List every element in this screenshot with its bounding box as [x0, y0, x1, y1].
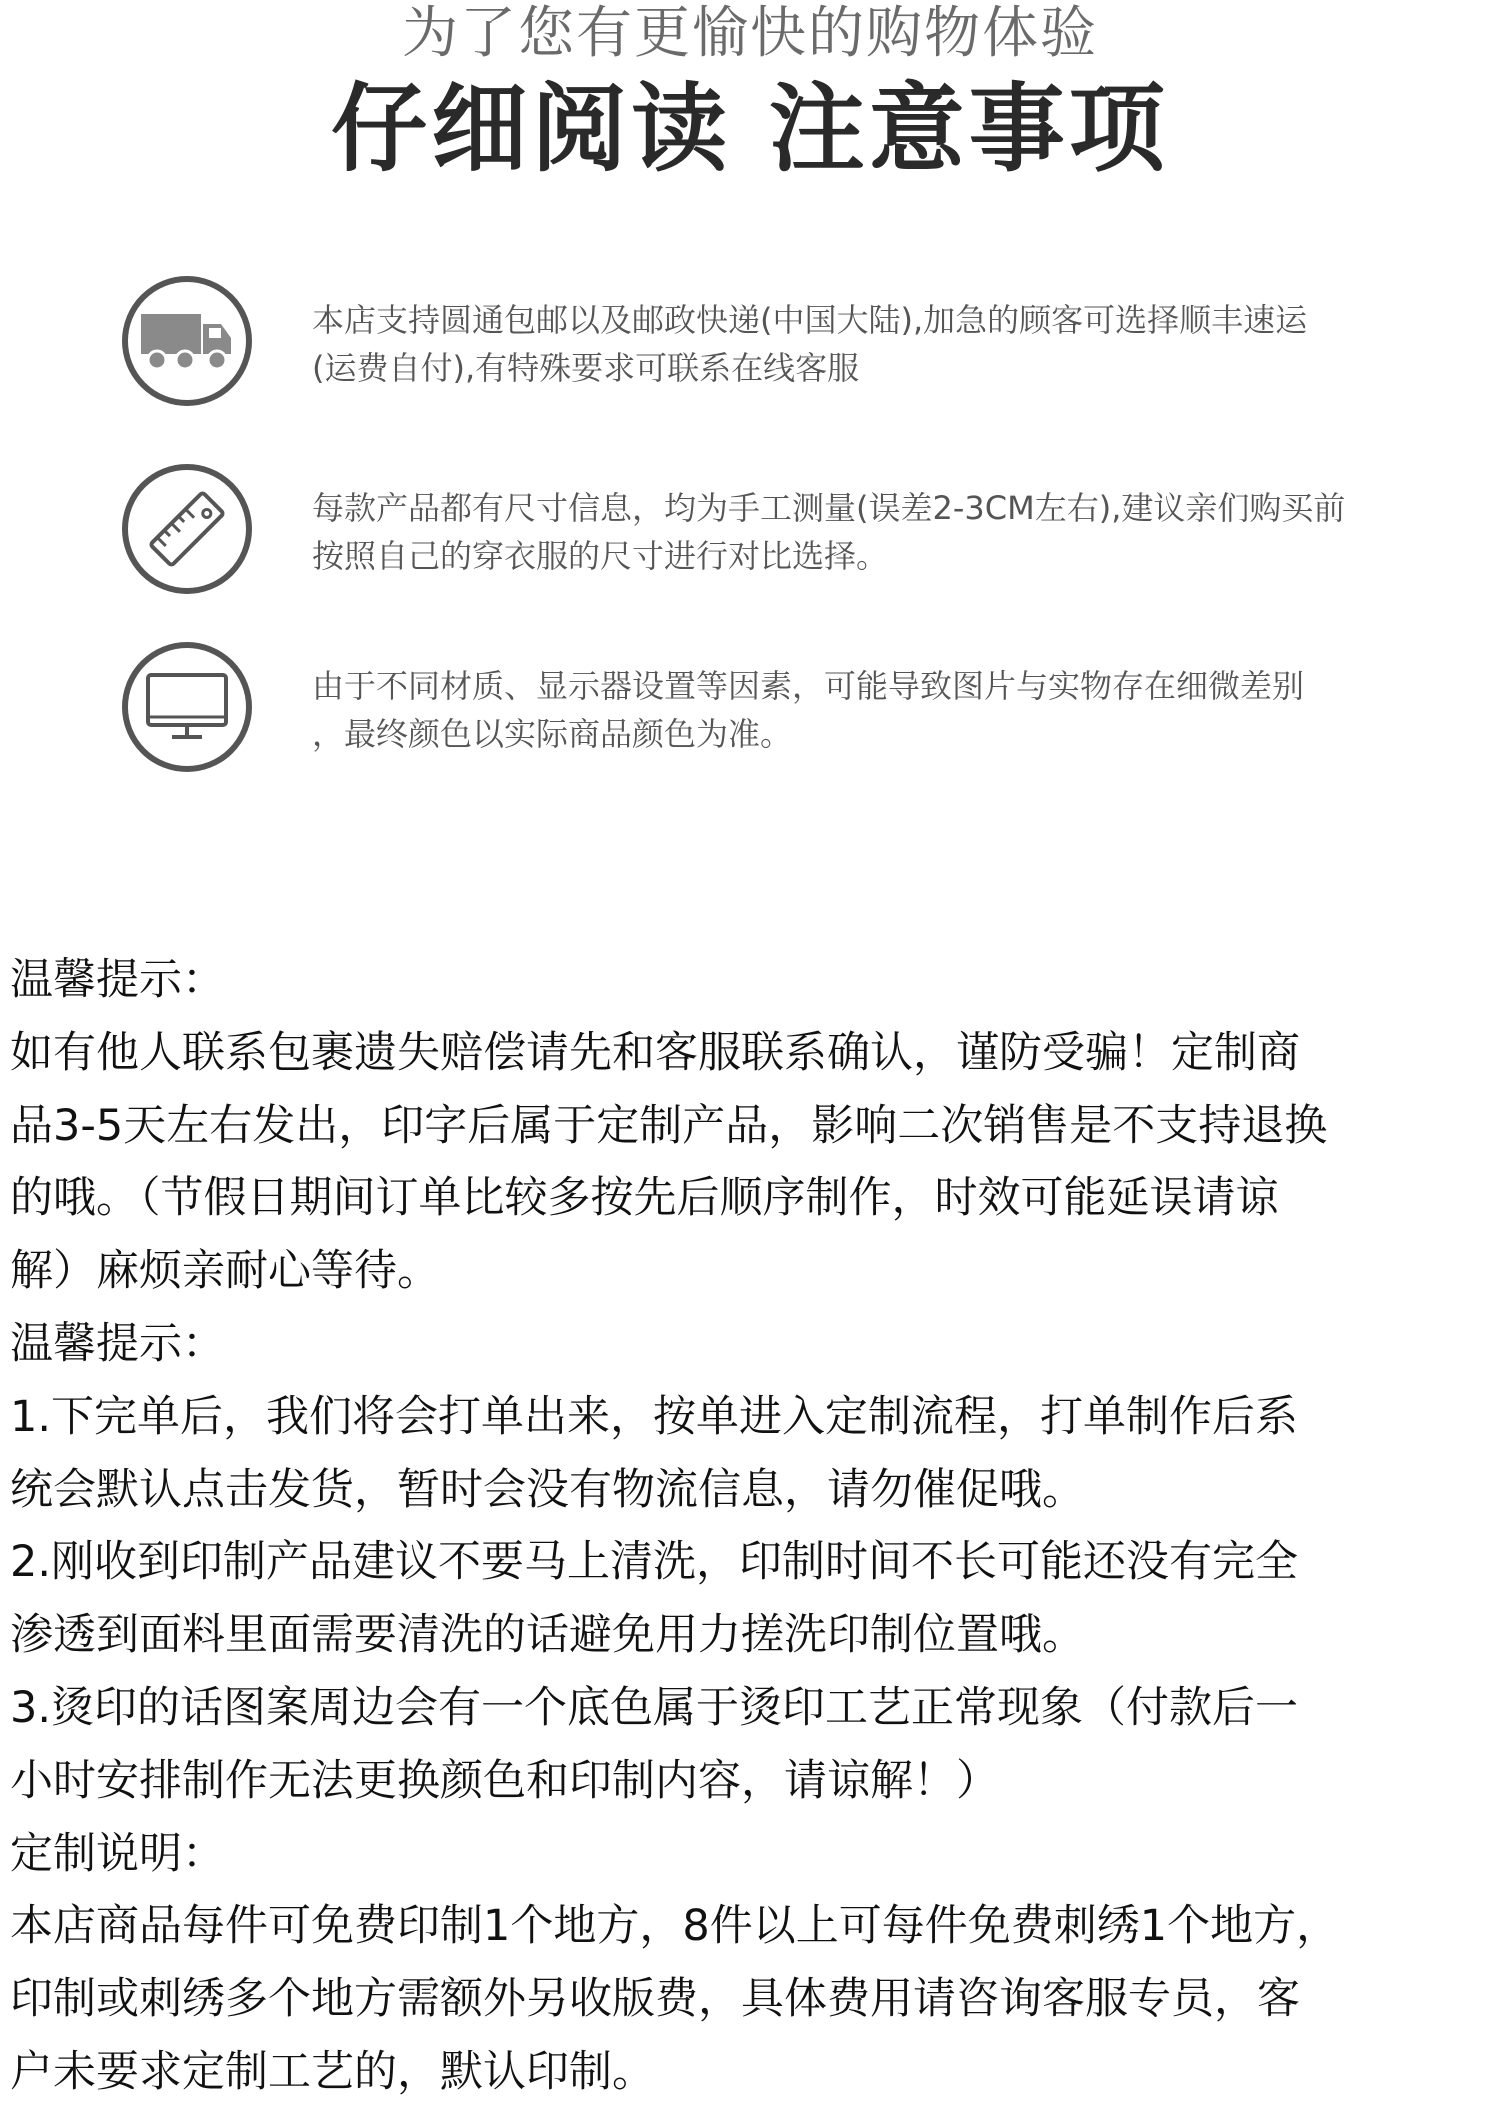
notice-line: 按照自己的穿衣服的尺寸进行对比选择。 — [312, 537, 889, 575]
tips-line: 的哦。（节假日期间订单比较多按先后顺序制作，时效可能延误请谅 — [10, 1173, 1279, 1224]
notice-line: 本店支持圆通包邮以及邮政快递(中国大陆),加急的顾客可选择顺丰速运 — [312, 301, 1308, 339]
notice-line: (运费自付),有特殊要求可联系在线客服 — [312, 349, 860, 387]
tips-line: 2.刚收到印制产品建议不要马上清洗，印制时间不长可能还没有完全 — [10, 1537, 1299, 1588]
notice-text — [312, 484, 1402, 580]
notice-shipping — [0, 276, 1500, 436]
tips-line: 小时安排制作无法更换颜色和印制内容，请谅解！） — [10, 1755, 999, 1806]
notice-color — [0, 642, 1500, 802]
header-subtitle: 为了您有更愉快的购物体验 — [402, 1, 1098, 66]
notice-text — [312, 662, 1402, 758]
tips-line: 1.下完单后，我们将会打单出来，按单进入定制流程，打单制作后系 — [10, 1391, 1299, 1442]
tips-heading: 温馨提示： — [10, 955, 225, 1005]
notice-line: 由于不同材质、显示器设置等因素，可能导致图片与实物存在细微差别 — [312, 667, 1305, 705]
header-title: 仔细阅读 注意事项 — [331, 73, 1169, 185]
ruler-icon — [122, 464, 252, 594]
notice-line: 每款产品都有尺寸信息，均为手工测量(误差2-3CM左右),建议亲们购买前 — [312, 489, 1346, 527]
tips-heading: 温馨提示： — [10, 1318, 225, 1369]
tips-line: 统会默认点击发货，暂时会没有物流信息，请勿催促哦。 — [10, 1464, 1085, 1515]
notice-sizing — [0, 464, 1500, 624]
tips-section — [10, 944, 1490, 2109]
tips-line: 本店商品每件可免费印制1个地方，8件以上可每件免费刺绣1个地方， — [10, 1901, 1340, 1952]
tips-line: 解）麻烦亲耐心等待。 — [10, 1246, 440, 1297]
truck-icon — [122, 276, 252, 406]
tips-line: 品3-5天左右发出，印字后属于定制产品，影响二次销售是不支持退换 — [10, 1100, 1328, 1151]
notice-line: ，最终颜色以实际商品颜色为准。 — [312, 715, 793, 753]
tips-line: 户未要求定制工艺的，默认印制。 — [10, 2046, 655, 2097]
tips-line: 印制或刺绣多个地方需额外另收版费，具体费用请咨询客服专员，客 — [10, 1974, 1300, 2025]
tips-heading: 定制说明： — [10, 1828, 225, 1879]
monitor-icon — [122, 642, 252, 772]
tips-line: 如有他人联系包裹遗失赔偿请先和客服联系确认，谨防受骗！定制商 — [10, 1027, 1300, 1078]
tips-line: 3.烫印的话图案周边会有一个底色属于烫印工艺正常现象（付款后一 — [10, 1682, 1299, 1733]
tips-line: 渗透到面料里面需要清洗的话避免用力搓洗印制位置哦。 — [10, 1610, 1085, 1661]
notice-text — [312, 296, 1402, 392]
